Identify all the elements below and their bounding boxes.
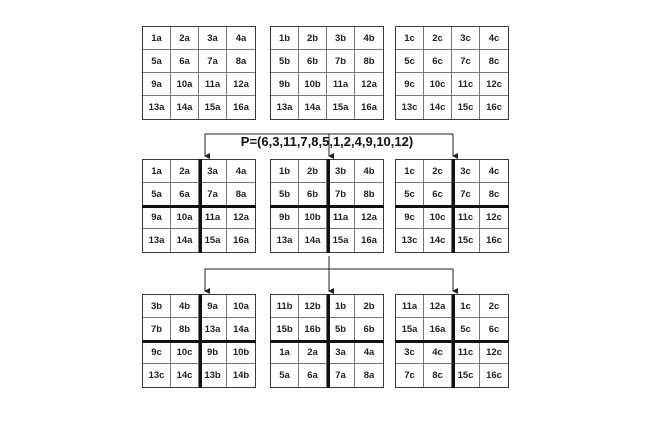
stage1-grid-2 — [270, 26, 384, 120]
block-divider-horizontal — [142, 340, 256, 343]
grid-cell: 6c — [424, 50, 452, 73]
grid-cell: 3b — [327, 27, 355, 50]
grid-cell: 8c — [480, 50, 508, 73]
grid-cell: 1a — [143, 27, 171, 50]
grid-cell: 2a — [171, 27, 199, 50]
grid-cell: 12a — [227, 73, 255, 96]
grid-cell: 15a — [327, 96, 355, 119]
grid-cell: 2b — [355, 295, 383, 318]
grid-cell: 9a — [143, 206, 171, 229]
grid-cell: 10b — [227, 341, 255, 364]
grid-cell: 2c — [480, 295, 508, 318]
grid-cell: 8a — [227, 183, 255, 206]
grid-cell: 2b — [299, 27, 327, 50]
grid-cell: 5b — [271, 183, 299, 206]
stage1-grid-1 — [142, 26, 256, 120]
block-divider-horizontal — [270, 340, 384, 343]
grid-cell: 9a — [199, 295, 227, 318]
grid-cell: 11c — [452, 73, 480, 96]
grid-cell: 12a — [424, 295, 452, 318]
grid-cell: 12c — [480, 73, 508, 96]
grid-cell: 14a — [227, 318, 255, 341]
grid-cell: 9b — [199, 341, 227, 364]
grid-cell: 1b — [327, 295, 355, 318]
grid-cell: 14c — [171, 364, 199, 387]
grid-cell: 13c — [396, 229, 424, 252]
grid-cell: 5b — [327, 318, 355, 341]
grid-cell: 5c — [396, 50, 424, 73]
grid-cell: 3c — [396, 341, 424, 364]
grid-cell: 14a — [299, 229, 327, 252]
grid-cell: 16a — [233, 102, 249, 113]
grid-cell: 13a — [143, 96, 171, 119]
grid-cell: 15a — [396, 318, 424, 341]
grid-cell: 3b — [143, 295, 171, 318]
grid-cell: 6a — [171, 50, 199, 73]
grid-cell: 10b — [299, 206, 327, 229]
grid-cell: 8c — [424, 364, 452, 387]
grid-cell: 8b — [355, 183, 383, 206]
grid-cell: 1a — [143, 160, 171, 183]
grid-cell: 6a — [299, 364, 327, 387]
grid-cell: 4b — [355, 160, 383, 183]
grid-cell: 12a — [355, 206, 383, 229]
grid-cell: 10a — [171, 73, 199, 96]
grid-cell: 4b — [171, 295, 199, 318]
grid-cell: 10c — [171, 341, 199, 364]
grid-cell: 13c — [396, 96, 424, 119]
grid-cell: 16a — [361, 235, 377, 246]
block-divider-horizontal — [270, 205, 384, 208]
grid-cell: 16c — [486, 235, 502, 246]
grid-cell: 1b — [271, 160, 299, 183]
grid-cell: 12a — [227, 206, 255, 229]
grid-cell: 16a — [424, 318, 452, 341]
grid-cell: 7a — [199, 50, 227, 73]
grid-cell: 13c — [143, 364, 171, 387]
grid-cell: 16c — [486, 102, 502, 113]
grid-cell: 9a — [143, 73, 171, 96]
grid-cell: 11a — [199, 73, 227, 96]
grid-cell: 2c — [424, 160, 452, 183]
grid-cell: 16a — [361, 102, 377, 113]
grid-cell: 5a — [143, 183, 171, 206]
block-divider-horizontal — [395, 340, 509, 343]
grid-cell: 9c — [396, 206, 424, 229]
grid-cell: 11a — [327, 73, 355, 96]
grid-cell: 10b — [299, 73, 327, 96]
stage3-grid-1 — [142, 294, 256, 388]
grid-cell: 1c — [452, 295, 480, 318]
stage2-grid-3 — [395, 159, 509, 253]
stage3-grid-3 — [395, 294, 509, 388]
grid-cell: 2c — [424, 27, 452, 50]
grid-cell: 10a — [227, 295, 255, 318]
grid-cell: 12b — [299, 295, 327, 318]
grid-cell: 15a — [199, 96, 227, 119]
grid-cell: 6c — [480, 318, 508, 341]
grid-cell: 9b — [271, 73, 299, 96]
grid-cell: 1c — [396, 27, 424, 50]
grid-cell: 6b — [355, 318, 383, 341]
grid-cell: 8a — [227, 50, 255, 73]
grid-cell: 14c — [424, 96, 452, 119]
grid-cell: 5b — [271, 50, 299, 73]
grid-cell: 6a — [171, 183, 199, 206]
grid-cell: 15b — [271, 318, 299, 341]
grid-cell: 4a — [227, 160, 255, 183]
grid-cell: 4a — [355, 341, 383, 364]
grid-cell: 11b — [271, 295, 299, 318]
stage2-grid-1 — [142, 159, 256, 253]
grid-cell: 15a — [199, 229, 227, 252]
grid-cell: 4b — [355, 27, 383, 50]
block-divider-horizontal — [395, 205, 509, 208]
grid-cell: 7b — [327, 183, 355, 206]
grid-cell: 11c — [452, 341, 480, 364]
grid-cell: 3c — [452, 160, 480, 183]
grid-cell: 13a — [271, 229, 299, 252]
grid-cell: 2b — [299, 160, 327, 183]
grid-cell: 13a — [199, 318, 227, 341]
grid-cell: 8c — [480, 183, 508, 206]
grid-cell: 12a — [355, 73, 383, 96]
grid-cell: 15a — [327, 229, 355, 252]
grid-cell: 15c — [452, 364, 480, 387]
grid-cell: 2a — [299, 341, 327, 364]
grid-cell: 14a — [171, 96, 199, 119]
grid-cell: 5c — [396, 183, 424, 206]
grid-cell: 15c — [452, 96, 480, 119]
grid-cell: 7b — [327, 50, 355, 73]
grid-cell: 11a — [199, 206, 227, 229]
grid-cell: 11a — [396, 295, 424, 318]
grid-cell: 3b — [327, 160, 355, 183]
grid-cell: 1a — [271, 341, 299, 364]
grid-cell: 4c — [480, 160, 508, 183]
permutation-formula: P=(6,3,11,7,8,5,1,2,4,9,10,12) — [240, 134, 414, 149]
grid-cell: 14a — [299, 96, 327, 119]
grid-cell: 10c — [424, 73, 452, 96]
grid-cell: 5c — [452, 318, 480, 341]
grid-cell: 14c — [424, 229, 452, 252]
grid-cell: 16b — [299, 318, 327, 341]
grid-cell: 2a — [171, 160, 199, 183]
grid-cell: 1c — [396, 160, 424, 183]
grid-cell: 14a — [171, 229, 199, 252]
grid-cell: 5a — [271, 364, 299, 387]
grid-cell: 7c — [396, 364, 424, 387]
grid-cell: 1b — [271, 27, 299, 50]
grid-cell: 12c — [480, 206, 508, 229]
grid-cell: 8b — [171, 318, 199, 341]
grid-cell: 10a — [171, 206, 199, 229]
stage1-grid-3 — [395, 26, 509, 120]
block-divider-horizontal — [142, 205, 256, 208]
grid-cell: 13b — [199, 364, 227, 387]
grid-cell: 4a — [227, 27, 255, 50]
grid-cell: 6c — [424, 183, 452, 206]
grid-cell: 11c — [452, 206, 480, 229]
grid-cell: 8a — [363, 370, 375, 381]
grid-cell: 5a — [143, 50, 171, 73]
grid-cell: 13a — [271, 96, 299, 119]
grid-cell: 10c — [424, 206, 452, 229]
stage2-grid-2 — [270, 159, 384, 253]
grid-cell: 7c — [452, 50, 480, 73]
grid-cell: 7c — [452, 183, 480, 206]
grid-cell: 12c — [480, 341, 508, 364]
stage3-grid-2 — [270, 294, 384, 388]
grid-cell: 3c — [452, 27, 480, 50]
grid-cell: 13a — [143, 229, 171, 252]
grid-cell: 16a — [233, 235, 249, 246]
grid-cell: 14b — [232, 370, 250, 381]
grid-cell: 8b — [355, 50, 383, 73]
grid-cell: 3a — [327, 341, 355, 364]
grid-cell: 9c — [396, 73, 424, 96]
grid-cell: 9c — [143, 341, 171, 364]
grid-cell: 11a — [327, 206, 355, 229]
grid-cell: 6b — [299, 50, 327, 73]
grid-cell: 4c — [480, 27, 508, 50]
grid-cell: 3a — [199, 27, 227, 50]
grid-cell: 7a — [327, 364, 355, 387]
grid-cell: 15c — [452, 229, 480, 252]
grid-cell: 6b — [299, 183, 327, 206]
grid-cell: 7b — [143, 318, 171, 341]
grid-cell: 3a — [199, 160, 227, 183]
grid-cell: 9b — [271, 206, 299, 229]
grid-cell: 4c — [424, 341, 452, 364]
grid-cell: 7a — [199, 183, 227, 206]
grid-cell: 16c — [486, 370, 502, 381]
